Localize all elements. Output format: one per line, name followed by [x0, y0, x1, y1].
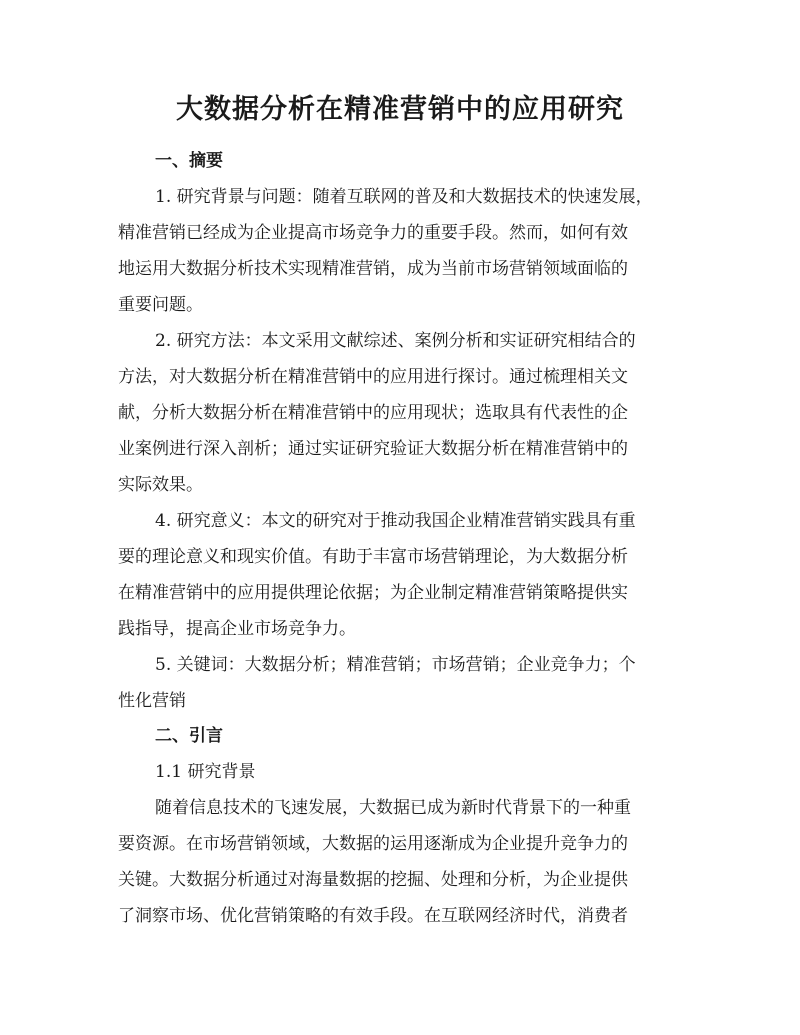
paragraph-line: 随着信息技术的飞速发展，大数据已成为新时代背景下的一种重 — [155, 798, 631, 818]
paragraph-line: 献，分析大数据分析在精准营销中的应用现状；选取具有代表性的企 — [118, 403, 628, 423]
subsection-heading: 1.1 研究背景 — [155, 762, 256, 782]
paragraph-line: 4. 研究意义：本文的研究对于推动我国企业精准营销实践具有重 — [155, 511, 636, 531]
paragraph-line: 方法，对大数据分析在精准营销中的应用进行探讨。通过梳理相关文 — [118, 367, 628, 387]
paragraph-line: 在精准营销中的应用提供理论依据；为企业制定精准营销策略提供实 — [118, 583, 628, 603]
paragraph-line: 要资源。在市场营销领域，大数据的运用逐渐成为企业提升竞争力的 — [118, 834, 628, 854]
document-title: 大数据分析在精准营销中的应用研究 — [176, 94, 624, 125]
paragraph-line: 业案例进行深入剖析；通过实证研究验证大数据分析在精准营销中的 — [118, 439, 628, 459]
paragraph-line: 了洞察市场、优化营销策略的有效手段。在互联网经济时代，消费者 — [118, 906, 628, 926]
paragraph-line: 5. 关键词：大数据分析；精准营销；市场营销；企业竞争力；个 — [155, 655, 636, 675]
paragraph-line: 关键。大数据分析通过对海量数据的挖掘、处理和分析，为企业提供 — [118, 870, 628, 890]
paragraph-line: 要的理论意义和现实价值。有助于丰富市场营销理论，为大数据分析 — [118, 547, 628, 567]
section-heading-introduction: 二、引言 — [155, 726, 223, 746]
paragraph-line: 精准营销已经成为企业提高市场竞争力的重要手段。然而，如何有效 — [118, 223, 628, 243]
section-heading-abstract: 一、摘要 — [155, 151, 223, 171]
paragraph-line: 2. 研究方法：本文采用文献综述、案例分析和实证研究相结合的 — [155, 331, 636, 351]
paragraph-line: 践指导，提高企业市场竞争力。 — [118, 619, 356, 639]
paragraph-line: 实际效果。 — [118, 475, 203, 495]
paragraph-line: 性化营销 — [118, 691, 186, 711]
paragraph-line: 1. 研究背景与问题：随着互联网的普及和大数据技术的快速发展， — [155, 187, 653, 207]
paragraph-line: 地运用大数据分析技术实现精准营销，成为当前市场营销领域面临的 — [118, 259, 628, 279]
paragraph-line: 重要问题。 — [118, 295, 203, 315]
